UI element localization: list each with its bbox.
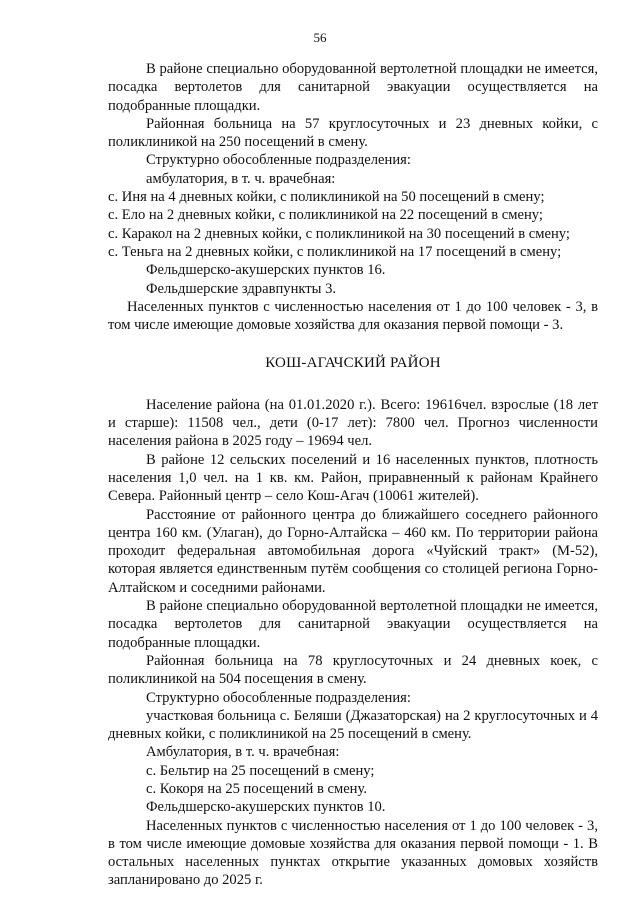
list-item: с. Бельтир на 25 посещений в смену; [146,762,375,779]
paragraph-helipad-prev: В районе специально оборудованной вертолетной площадки не имеется, посадка вертолетов для санитарной эвакуации осуществляется на подобранные площадки. [108,61,598,114]
paragraph-settlements-count: В районе 12 сельских поселений и 16 населенных пунктов, плотность населения 1,0 чел. на 1 кв. км. Район, приравненный к районам Крайнего Севера. Районный центр – село Кош-Агач (10061 жителей). [108,451,598,505]
paragraph-ambulatory-prev: амбулатория, в т. ч. врачебная: [146,170,336,187]
paragraph-ambulatory: Амбулатория, в т. ч. врачебная: [146,744,340,761]
section-title: КОШ-АГАЧСКИЙ РАЙОН [265,355,441,372]
paragraph-subdivisions: Структурно обособленные подразделения: [146,689,411,706]
paragraph-helipad: В районе специально оборудованной вертолетной площадки не имеется, посадка вертолетов для санитарной эвакуации осуществляется на подобранные площадки. [108,598,598,651]
paragraph-settlements-prev: Населенных пунктов с численностью населения от 1 до 100 человек - 3, в том числе имеющие домовые хозяйства для оказания первой помощи - 3. [108,298,598,334]
paragraph-subdivisions-prev: Структурно обособленные подразделения: [146,152,411,169]
list-item: с. Иня на 4 дневных койки, с поликлиникой на 50 посещений в смену; [108,189,545,206]
paragraph-district-hospital: участковая больница с. Беляши (Джазаторская) на 2 круглосуточных и 4 дневных койки, с поликлиникой на 25 посещений в смену. [108,707,598,743]
paragraph-settlements: Населенных пунктов с численностью населения от 1 до 100 человек - 3, в том числе имеющие домовые хозяйства для оказания первой помощи - 1. В остальных населенных пунктах открытие указанных домовых хозяйств запланировано до 2025 г. [108,817,598,889]
paragraph-fap-prev: Фельдшерско-акушерских пунктов 16. [146,262,386,279]
paragraph-distance: Расстояние от районного центра до ближайшего соседнего районного центра 160 км. (Улаган), до Горно-Алтайска – 460 км. По территории района проходит федеральная автомобильная дорога «Чуйский тракт» (М-52), которая является единственным путём сообщения со столицей региона Горно-Алтайском и соседними районами. [108,506,598,596]
document-body [108,60,598,890]
paragraph-hospital: Районная больница на 78 круглосуточных и 24 дневных коек, с поликлиникой на 504 посещения в смену. [108,652,598,688]
paragraph-feldsher-prev: Фельдшерские здравпункты 3. [146,280,337,297]
paragraph-fap: Фельдшерско-акушерских пунктов 10. [146,799,386,816]
paragraph-population: Население района (на 01.01.2020 г.). Всего: 19616чел. взрослые (18 лет и старше): 11508 чел., дети (0-17 лет): 7800 чел. Прогноз численности населения района в 2025 году – 19694 чел. [108,396,598,450]
paragraph-hospital-prev: Районная больница на 57 круглосуточных и 23 дневных койки, с поликлиникой на 250 посещений в смену. [108,115,598,151]
page-number: 56 [313,30,327,45]
list-item: с. Теньга на 2 дневных койки, с поликлиникой на 17 посещений в смену; [108,243,562,260]
list-item: с. Кокоря на 25 посещений в смену. [146,780,367,797]
list-item: с. Каракол на 2 дневных койки, с поликлиникой на 30 посещений в смену; [108,225,570,242]
list-item: с. Ело на 2 дневных койки, с поликлиникой на 22 посещений в смену; [108,207,543,224]
